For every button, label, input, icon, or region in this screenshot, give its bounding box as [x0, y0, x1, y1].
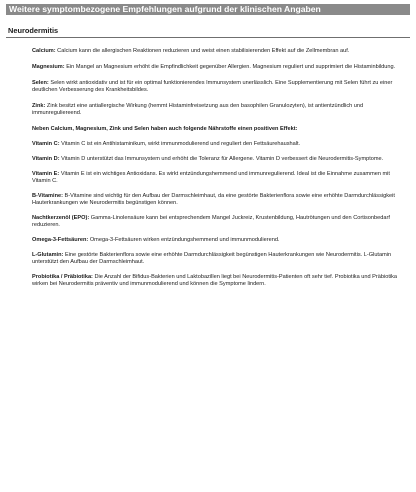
entry-label: Selen:: [32, 80, 49, 86]
entry-label: Zink:: [32, 103, 46, 109]
entry-vitamin-c: [32, 141, 410, 148]
entry-b-vitamine: [32, 193, 410, 207]
entry-label: B-Vitamine:: [32, 193, 63, 199]
entry-text: Vitamin C ist ein Antihistaminikum, wirkt immunmodulierend und reguliert den Fettsäurehaushalt.: [59, 141, 301, 147]
entry-text: Eine gestörte Bakterienflora sowie eine erhöhte Darmdurchlässigkeit begünstigen Hauterkrankungen wie Neurodermitis. L-Glutamin unterstützt den Aufbau der Darmschleimhaut.: [32, 252, 392, 265]
entry-label: Omega-3-Fettsäuren:: [32, 237, 89, 243]
entry-vitamin-d: [32, 156, 410, 163]
entry-label: Vitamin E:: [32, 171, 60, 177]
entry-magnesium: [32, 64, 410, 71]
entry-label: Vitamin C:: [32, 141, 60, 147]
entry-label: Calcium:: [32, 48, 56, 54]
entry-label: L-Glutamin:: [32, 252, 64, 258]
entry-text: Ein Mangel an Magnesium erhöht die Empfindlichkeit gegenüber Allergien. Magnesium reguliert und supprimiert die Histaminbildung.: [64, 64, 396, 70]
entry-label: Nachtkerzenöl (EPO):: [32, 215, 90, 221]
section-header-bar: Weitere symptombezogene Empfehlungen aufgrund der klinischen Angaben: [6, 4, 410, 15]
entry-l-glutamin: [32, 252, 410, 266]
entry-probiotika: [32, 274, 410, 288]
entry-text: B-Vitamine sind wichtig für den Aufbau der Darmschleimhaut, da eine gestörte Bakterienflora sowie eine erhöhte Darmdurchlässigkeit Hauterkrankungen wie Neurodermitis begünstigen können.: [32, 193, 395, 206]
entry-nachtkerzenoel: [32, 215, 410, 229]
entry-zink: [32, 103, 410, 117]
entry-text: Vitamin D unterstützt das Immunsystem und erhöht die Toleranz für Allergene. Vitamin D verbessert die Neurodermitis-Symptome.: [59, 156, 384, 162]
entry-text: Selen wirkt antioxidativ und ist für ein optimal funktionierendes Immunsystem unerlässlich. Eine Supplementierung mit Selen führt zu einer deutlichen Verbesserung des Krankheitsbildes.: [32, 80, 393, 93]
entry-calcium: [32, 48, 410, 55]
entry-text: Die Anzahl der Bifidus-Bakterien und Laktobazillen liegt bei Neurodermitis-Patienten oft sehr tief. Probiotika und Präbiotika wirken bei Neurodermitis präventiv und immunmodulierend und können die Symptome lindern.: [32, 274, 398, 287]
section-title: Neurodermitis: [6, 26, 410, 38]
entry-text: Calcium kann die allergischen Reaktionen reduzieren und weist einen stabilisierenden Effekt auf die Zellmembran auf.: [55, 48, 350, 54]
entry-selen: [32, 80, 410, 94]
entry-omega-3: [32, 237, 410, 244]
recommendation-list: [6, 38, 410, 288]
entry-text: Omega-3-Fettsäuren wirken entzündungshemmend und immunmodulierend.: [88, 237, 280, 243]
entry-text: Gamma-Linolensäure kann bei entsprechendem Mangel Juckreiz, Krustenbildung, Hautrötungen und den Cortisonbedarf reduzieren.: [32, 215, 390, 228]
entry-label: Magnesium:: [32, 64, 65, 70]
entry-intro-other-nutrients: [32, 126, 410, 133]
entry-text: Vitamin E ist ein wichtiges Antioxidans. Es wirkt entzündungshemmend und immunregulierend. Ideal ist die Einnahme zusammen mit Vitamin C.: [32, 171, 390, 184]
entry-label: Probiotika / Präbiotika:: [32, 274, 93, 280]
entry-vitamin-e: [32, 171, 410, 185]
entry-label: Vitamin D:: [32, 156, 60, 162]
entry-text: Zink besitzt eine antiallergische Wirkung (hemmt Histaminfreisetzung aus den basophilen Granulozyten), ist antientzündlich und immunreguliereend.: [32, 103, 364, 116]
entry-label: Neben Calcium, Magnesium, Zink und Selen haben auch folgende Nährstoffe einen positiven Effekt:: [32, 126, 298, 132]
